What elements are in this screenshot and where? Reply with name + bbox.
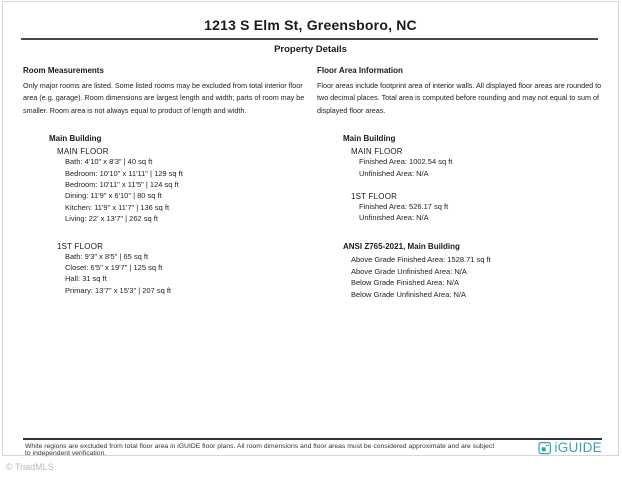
room-line: Bath: 4'10" x 8'3" | 40 sq ft <box>65 157 153 167</box>
main-floor-areas <box>317 147 609 179</box>
ansi-heading: ANSI Z765-2021, Main Building <box>343 241 460 251</box>
floor-name: MAIN FLOOR <box>351 147 403 157</box>
ansi-line: Below Grade Finished Area: N/A <box>351 278 459 288</box>
floor-area-heading: Floor Area Information <box>317 66 403 75</box>
area-line: Finished Area: 1002.54 sq ft <box>359 157 453 167</box>
room-line: Bedroom: 10'11" x 11'5" | 124 sq ft <box>65 180 179 190</box>
room-line: Hall: 31 sq ft <box>65 274 107 284</box>
building-name: Main Building <box>343 134 396 144</box>
floor-name: 1ST FLOOR <box>57 241 104 251</box>
room-measurements-section <box>23 66 317 301</box>
title-divider <box>21 38 598 40</box>
ansi-lines <box>317 254 609 301</box>
main-floor-rooms <box>23 147 317 224</box>
area-line: Finished Area: 526.17 sq ft <box>359 202 449 212</box>
ansi-line: Below Grade Unfinished Area: N/A <box>351 290 467 300</box>
property-details-page <box>2 1 619 456</box>
room-line: Bedroom: 10'10" x 11'11" | 129 sq ft <box>65 168 183 178</box>
page-title: 1213 S Elm St, Greensboro, NC <box>204 17 417 33</box>
iguide-logo-icon <box>538 441 552 455</box>
iguide-logo <box>538 440 602 455</box>
room-line: Dining: 11'9" x 6'10" | 80 sq ft <box>65 191 162 201</box>
room-line: Bath: 9'3" x 8'5" | 65 sq ft <box>65 251 149 261</box>
mls-watermark: © TriadMLS <box>6 462 54 472</box>
first-floor-rooms <box>23 242 317 297</box>
iguide-logo-text: iGUIDE <box>554 440 602 455</box>
footer-divider <box>23 438 602 440</box>
footer-disclaimer: White regions are excluded from total floor area in iGUIDE floor plans. All room dimensions and floor areas must be considered approximate and are subject to independent verification. <box>25 443 495 457</box>
room-line: Primary: 13'7" x 15'3" | 207 sq ft <box>65 285 172 295</box>
area-line: Unfinished Area: N/A <box>359 213 429 223</box>
room-line: Living: 22' x 13'7" | 262 sq ft <box>65 214 158 224</box>
room-line: Closet: 6'5" x 19'7" | 125 sq ft <box>65 263 163 273</box>
page-subtitle: Property Details <box>274 44 347 55</box>
ansi-line: Above Grade Unfinished Area: N/A <box>351 266 467 276</box>
building-name: Main Building <box>49 134 102 144</box>
room-measurements-heading: Room Measurements <box>23 66 104 75</box>
area-line: Unfinished Area: N/A <box>359 168 429 178</box>
floor-area-section <box>317 66 609 301</box>
floor-name: MAIN FLOOR <box>57 147 109 157</box>
first-floor-areas <box>317 192 609 224</box>
floor-area-note: Floor areas include footprint area of interior walls. All displayed floor areas are rounded to two decimal places. Total area is computed before rounding and may not equal to sum of displayed floor areas. <box>317 81 602 115</box>
ansi-line: Above Grade Finished Area: 1528.71 sq ft <box>351 254 491 264</box>
room-measurements-note: Only major rooms are listed. Some listed rooms may be excluded from total interior floor area (e.g. garage). Room dimensions are largest length and width; parts of room may be smaller. Room area is not always equal to product of length and width. <box>23 81 305 115</box>
content-columns <box>3 66 618 301</box>
room-line: Kitchen: 11'9" x 11'7" | 136 sq ft <box>65 202 170 212</box>
floor-name: 1ST FLOOR <box>351 192 398 202</box>
